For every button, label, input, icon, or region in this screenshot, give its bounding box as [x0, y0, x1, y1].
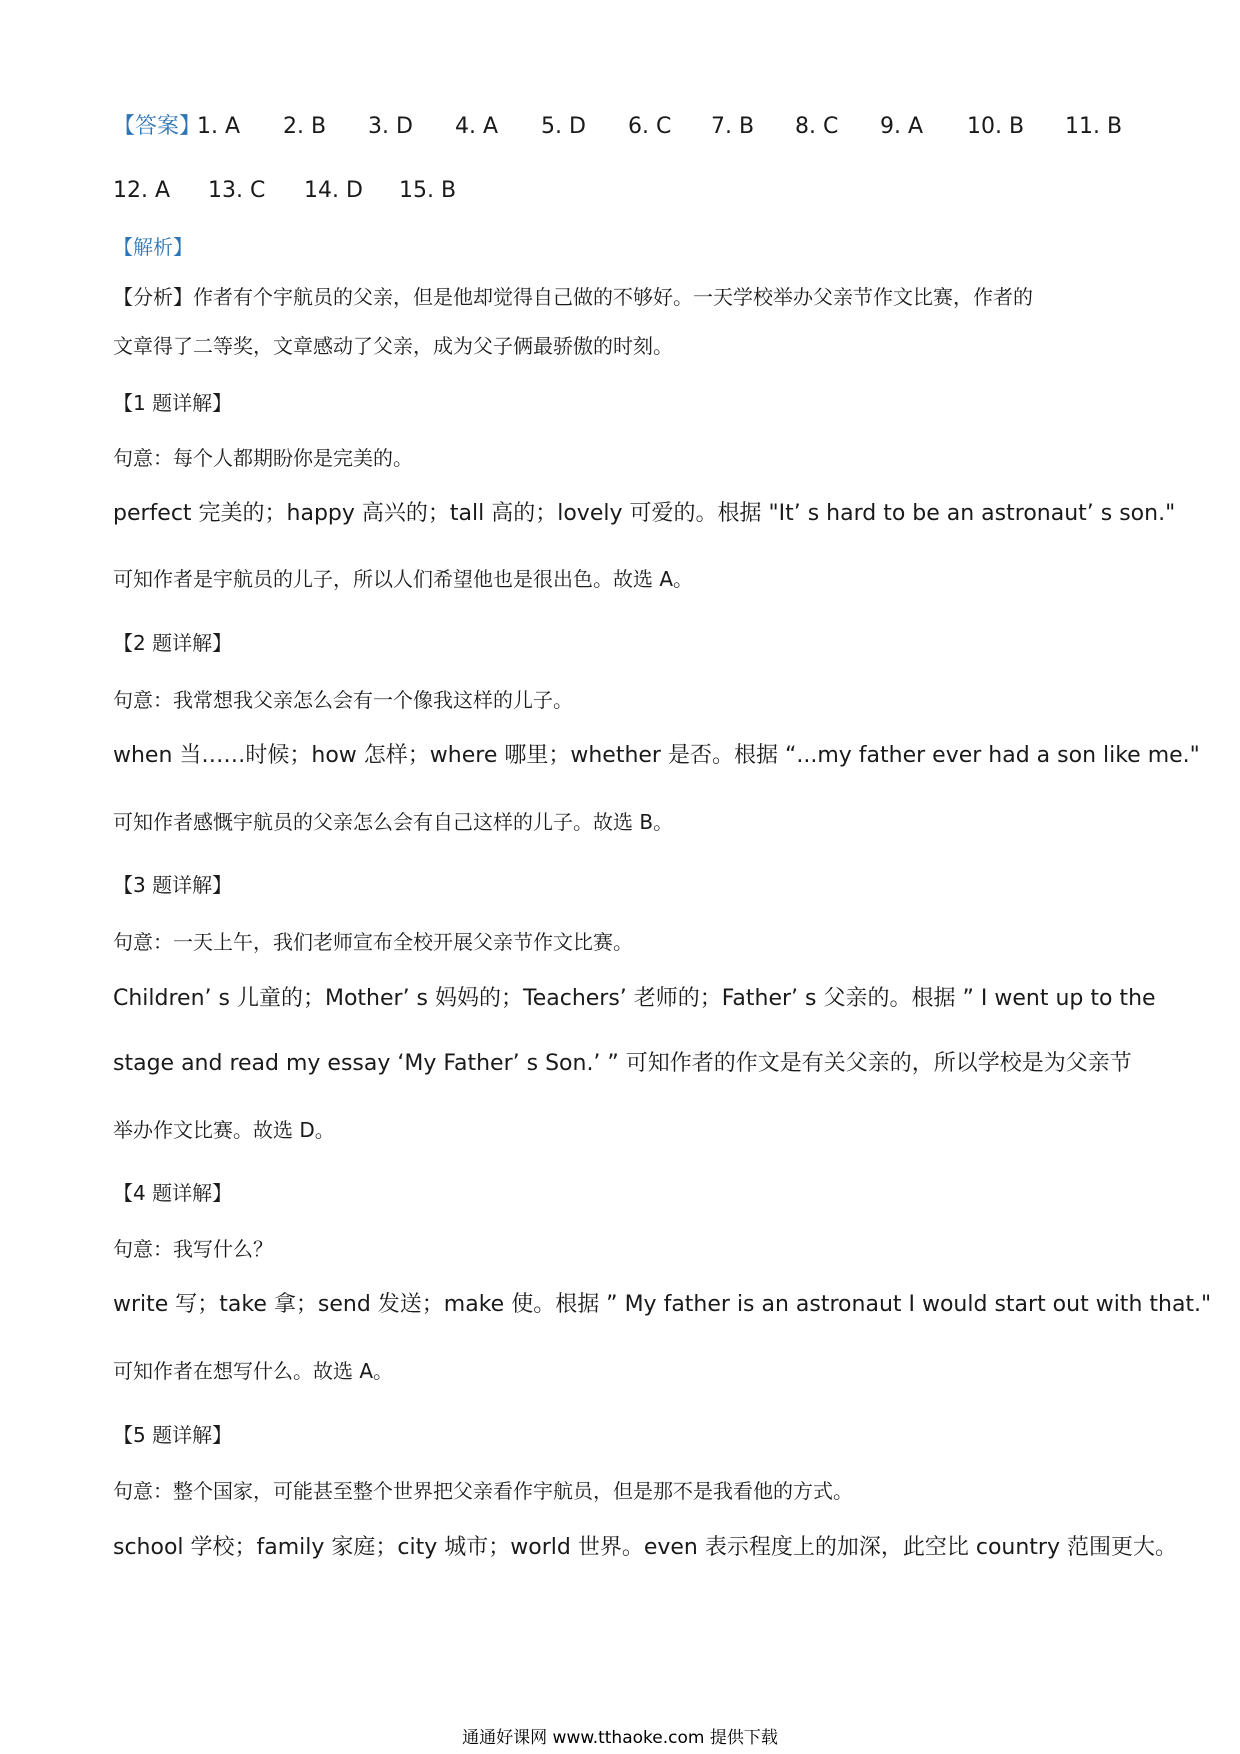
answer-item: 15. B — [399, 178, 457, 203]
q2-conclusion: 可知作者感慨宇航员的父亲怎么会有自己这样的儿子。故选 B。 — [113, 810, 674, 834]
answer-item: 10. B — [967, 114, 1025, 139]
answer-item: 3. D — [368, 114, 413, 139]
q3-title: 【3 题详解】 — [113, 873, 233, 897]
answer-item: 8. C — [795, 114, 839, 139]
footer-suffix: 提供下载 — [709, 1728, 778, 1748]
analysis-label: 【解析】 — [113, 235, 193, 259]
answer-item: 4. A — [455, 114, 499, 139]
q4-conclusion: 可知作者在想写什么。故选 A。 — [113, 1359, 394, 1383]
answer-item: 6. C — [628, 114, 672, 139]
q2-title: 【2 题详解】 — [113, 631, 233, 655]
q1-options: perfect 完美的；happy 高兴的；tall 高的；lovely 可爱的。根据 "It’ s hard to be an astronaut’ s son." — [113, 501, 1176, 526]
q2-meaning: 句意：我常想我父亲怎么会有一个像我这样的儿子。 — [113, 688, 573, 712]
q3-meaning: 句意：一天上午，我们老师宣布全校开展父亲节作文比赛。 — [113, 930, 633, 954]
fenxi-line-1: 【分析】作者有个宇航员的父亲，但是他却觉得自己做的不够好。一天学校举办父亲节作文比赛，作者的 — [113, 285, 1033, 309]
answer-item: 13. C — [208, 178, 266, 203]
page-footer — [0, 1727, 1240, 1749]
q3-options: Children’ s 儿童的；Mother’ s 妈妈的；Teachers’ 老师的；Father’ s 父亲的。根据 ” I went up to the — [113, 986, 1156, 1011]
fenxi-line-2: 文章得了二等奖，文章感动了父亲，成为父子俩最骄傲的时刻。 — [113, 334, 673, 358]
answer-item: 9. A — [880, 114, 924, 139]
q1-conclusion: 可知作者是宇航员的儿子，所以人们希望他也是很出色。故选 A。 — [113, 567, 694, 591]
q2-options: when 当……时候；how 怎样；where 哪里；whether 是否。根据 “...my father ever had a son like me." — [113, 743, 1200, 768]
q5-title: 【5 题详解】 — [113, 1423, 233, 1447]
answer-label: 【答案】 — [113, 114, 202, 139]
q3-line-2: stage and read my essay ‘My Father’ s Son.’ ” 可知作者的作文是有关父亲的，所以学校是为父亲节 — [113, 1051, 1132, 1076]
q1-meaning: 句意：每个人都期盼你是完美的。 — [113, 446, 413, 470]
q3-conclusion: 举办作文比赛。故选 D。 — [113, 1118, 335, 1142]
answer-item: 7. B — [711, 114, 755, 139]
q5-options: school 学校；family 家庭；city 城市；world 世界。even 表示程度上的加深，此空比 country 范围更大。 — [113, 1535, 1177, 1560]
q4-options: write 写；take 拿；send 发送；make 使。根据 ” My father is an astronaut I would start out with that." — [113, 1292, 1212, 1317]
footer-url[interactable]: www.tthaoke.com — [552, 1728, 705, 1748]
q1-title: 【1 题详解】 — [113, 391, 233, 415]
answer-item: 11. B — [1065, 114, 1123, 139]
q4-meaning: 句意：我写什么？ — [113, 1237, 273, 1261]
answer-item: 12. A — [113, 178, 171, 203]
q5-meaning: 句意：整个国家，可能甚至整个世界把父亲看作宇航员，但是那不是我看他的方式。 — [113, 1479, 853, 1503]
answer-row-1 — [113, 113, 1123, 141]
q4-title: 【4 题详解】 — [113, 1181, 233, 1205]
answer-item: 2. B — [283, 114, 327, 139]
footer-site: 通通好课网 — [462, 1728, 548, 1748]
answer-item: 14. D — [304, 178, 363, 203]
answer-item: 1. A — [197, 114, 241, 139]
answer-item: 5. D — [541, 114, 586, 139]
